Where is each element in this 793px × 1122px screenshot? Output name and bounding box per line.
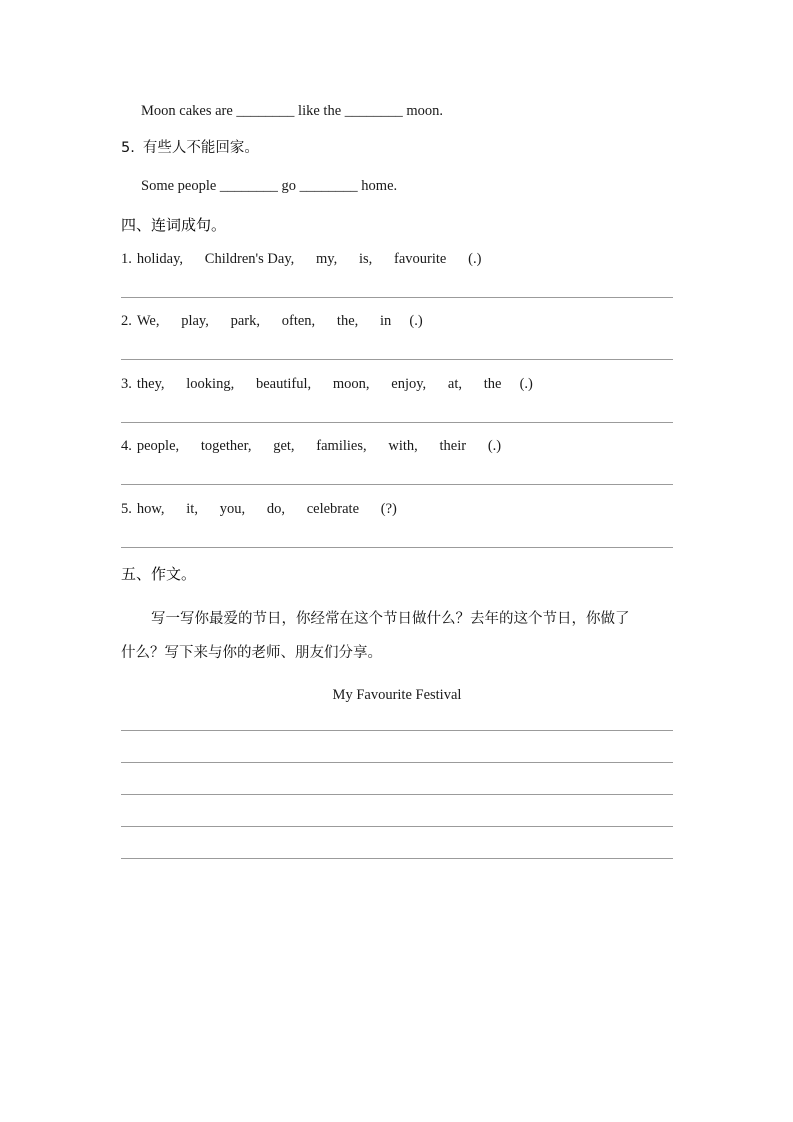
item-5-number: 5. bbox=[121, 501, 132, 517]
item-2-words: We, play, park, often, the, in (.) bbox=[136, 313, 423, 329]
section-four-item-1 bbox=[121, 250, 481, 268]
translation-item-5-number: 5. bbox=[121, 140, 135, 156]
translation-item-5-chinese bbox=[121, 139, 259, 157]
section-four-item-4 bbox=[121, 437, 501, 455]
essay-prompt-line-2: 什么？写下来与你的老师、朋友们分享。 bbox=[121, 645, 382, 661]
essay-writing-line-4[interactable] bbox=[121, 826, 673, 827]
answer-rule-4[interactable] bbox=[121, 484, 673, 485]
item-5-words: how, it, you, do, celebrate (?) bbox=[136, 501, 397, 517]
section-four-item-2 bbox=[121, 312, 423, 330]
section-four-item-3 bbox=[121, 375, 533, 393]
translation-answer-line-4: Moon cakes are ________ like the ________ moon. bbox=[141, 103, 444, 119]
essay-writing-line-3[interactable] bbox=[121, 794, 673, 795]
item-3-words: they, looking, beautiful, moon, enjoy, at, the (.) bbox=[136, 376, 533, 392]
section-five-heading: 五、作文。 bbox=[121, 565, 197, 583]
item-4-words: people, together, get, families, with, their (.) bbox=[136, 438, 502, 454]
item-1-words: holiday, Children's Day, my, is, favourite (.) bbox=[136, 251, 482, 267]
item-1-number: 1. bbox=[121, 251, 132, 267]
translation-item-5-chinese-text: 有些人不能回家。 bbox=[142, 140, 259, 156]
section-four-item-5 bbox=[121, 500, 397, 518]
translation-answer-line-5: Some people ________ go ________ home. bbox=[141, 178, 398, 194]
essay-prompt bbox=[121, 602, 681, 670]
item-4-number: 4. bbox=[121, 438, 132, 454]
item-3-number: 3. bbox=[121, 376, 132, 392]
answer-rule-5[interactable] bbox=[121, 547, 673, 548]
essay-writing-line-1[interactable] bbox=[121, 730, 673, 731]
item-2-number: 2. bbox=[121, 313, 132, 329]
essay-prompt-line-1: 写一写你最爱的节日，你经常在这个节日做什么？去年的这个节日，你做了 bbox=[151, 611, 630, 627]
essay-writing-line-5[interactable] bbox=[121, 858, 673, 859]
answer-rule-1[interactable] bbox=[121, 297, 673, 298]
essay-title: My Favourite Festival bbox=[332, 687, 462, 703]
section-four-heading: 四、连词成句。 bbox=[121, 216, 227, 234]
answer-rule-3[interactable] bbox=[121, 422, 673, 423]
answer-rule-2[interactable] bbox=[121, 359, 673, 360]
essay-writing-line-2[interactable] bbox=[121, 762, 673, 763]
